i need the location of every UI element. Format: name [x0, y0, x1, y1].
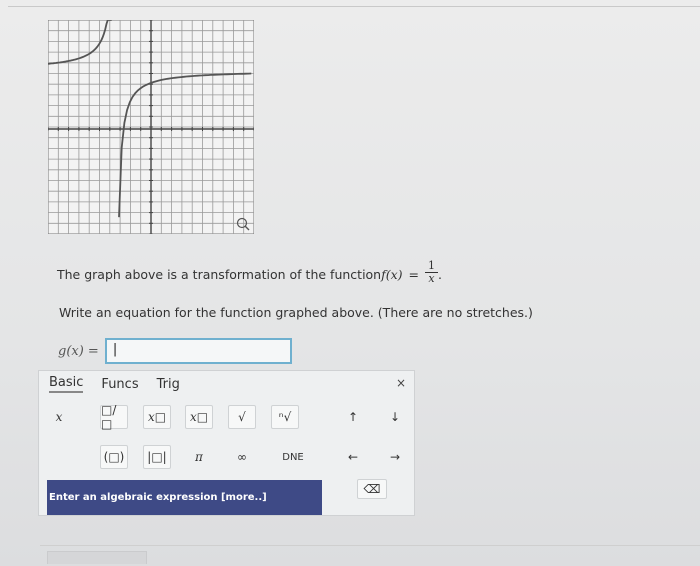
key-left-arrow[interactable]: ← — [347, 450, 359, 464]
top-divider — [8, 6, 700, 7]
key-subscript[interactable]: x□ — [185, 405, 213, 429]
bottom-divider — [40, 545, 700, 546]
key-pi[interactable]: π — [195, 450, 203, 464]
text-cursor: | — [112, 342, 118, 357]
key-x[interactable]: x — [55, 410, 63, 424]
status-text: Enter an algebraic expression [more..] — [49, 492, 267, 503]
question-period: . — [438, 267, 443, 282]
fraction-denominator: x — [428, 272, 435, 285]
question-prefix: The graph above is a transformation of the function — [57, 267, 382, 282]
palette-tabs — [39, 371, 414, 397]
key-sqrt[interactable]: √ — [228, 405, 256, 429]
key-up-arrow[interactable]: ↑ — [347, 410, 359, 424]
key-down-arrow[interactable]: ↓ — [389, 410, 401, 424]
key-fraction[interactable]: □/□ — [100, 405, 128, 429]
key-right-arrow[interactable]: → — [389, 450, 401, 464]
reciprocal-fraction — [425, 260, 438, 285]
fraction-numerator: 1 — [425, 260, 438, 273]
key-parentheses[interactable]: (□) — [100, 445, 128, 469]
bottom-button[interactable] — [47, 551, 147, 564]
graph-svg — [48, 20, 254, 234]
key-dne[interactable]: DNE — [282, 451, 304, 463]
clear-button[interactable] — [357, 479, 387, 499]
math-palette — [38, 370, 415, 516]
answer-label: g(x) = — [58, 343, 99, 359]
function-graph — [48, 20, 254, 234]
close-palette-button[interactable]: × — [395, 376, 406, 390]
key-infinity[interactable]: ∞ — [237, 450, 247, 464]
tab-basic[interactable]: Basic — [49, 375, 83, 393]
answer-row — [58, 338, 292, 364]
equals-sign: = — [408, 267, 420, 282]
key-nth-root[interactable]: ⁿ√ — [271, 405, 299, 429]
clear-icon: ⌫ — [363, 482, 381, 496]
function-name: f(x) — [381, 267, 403, 282]
answer-input[interactable] — [105, 338, 292, 364]
instruction-text: Write an equation for the function graphed above. (There are no stretches.) — [59, 305, 533, 320]
tab-funcs[interactable]: Funcs — [101, 376, 139, 392]
question-text — [57, 259, 443, 287]
key-power[interactable]: x□ — [143, 405, 171, 429]
tab-trig[interactable]: Trig — [156, 376, 180, 392]
status-bar — [47, 480, 322, 515]
key-absolute-value[interactable]: |□| — [143, 445, 171, 469]
